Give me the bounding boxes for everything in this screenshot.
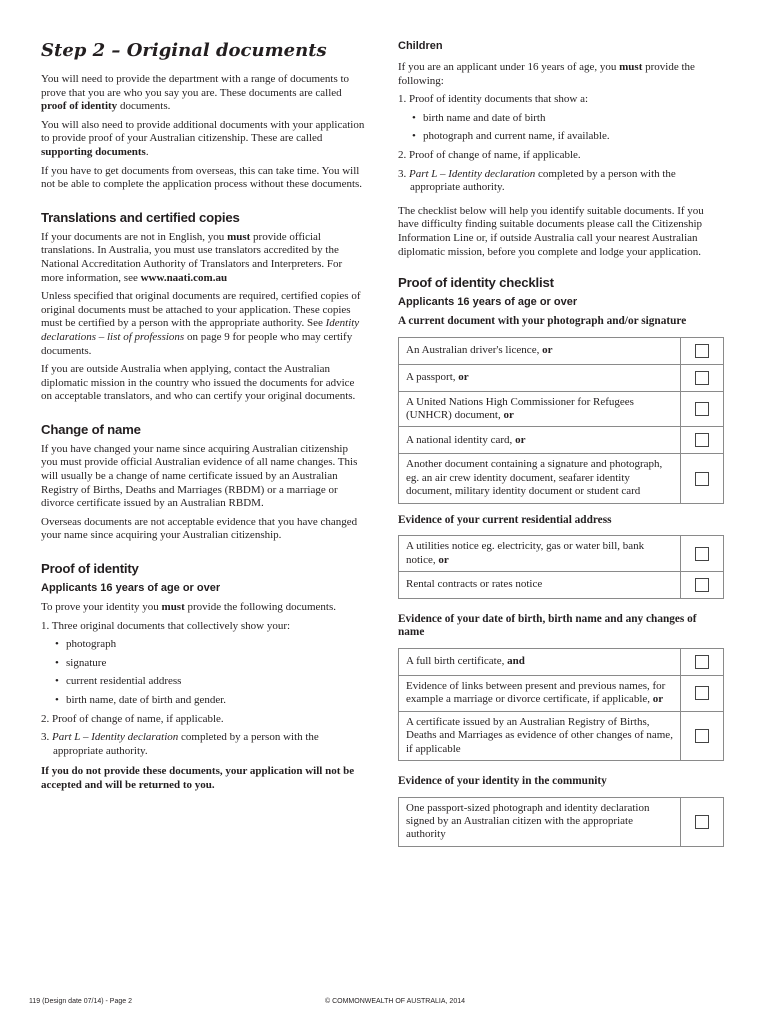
checkbox-unhcr[interactable] (695, 402, 709, 416)
checkbox-cell (681, 571, 724, 598)
checkbox-name-links[interactable] (695, 686, 709, 700)
table-row (399, 427, 724, 454)
intro-paragraph-2: You will also need to provide additional documents with your application to provide proof of your Australian citizenship. These are called supporting documents. (41, 118, 365, 158)
proof-subheading: Applicants 16 years of age or over (41, 582, 221, 595)
row-text: A United Nations High Commissioner for Refugees (UNHCR) document, or (399, 391, 681, 427)
checkbox-cell (681, 454, 724, 503)
checkbox-cell (681, 711, 724, 760)
proof-item-2: 2. Proof of change of name, if applicable. (41, 712, 224, 725)
checklist-table-community (398, 797, 724, 847)
row-text: One passport-sized photograph and identity declaration signed by an Australian citizen with the appropriate authority (399, 797, 681, 846)
table-row (399, 536, 724, 572)
checkbox-cell (681, 364, 724, 391)
proof-bullet-signature: • signature (41, 657, 366, 671)
row-text: Rental contracts or rates notice (399, 571, 681, 598)
step-heading (41, 40, 366, 61)
checkbox-national-id[interactable] (695, 433, 709, 447)
group-community-title: Evidence of your identity in the community (398, 775, 607, 787)
table-row (399, 391, 724, 427)
checkbox-rental-contract[interactable] (695, 578, 709, 592)
group-address-title: Evidence of your current residential address (398, 513, 612, 526)
group-birth-title: Evidence of your date of birth, birth name and any changes of name (398, 612, 697, 639)
intro-paragraph-3: If you have to get documents from overseas, this can take time. You will not be able to complete the application process without these documents. (41, 164, 363, 191)
children-item-1: 1. Proof of identity documents that show a: (398, 93, 589, 106)
footer-copyright: © COMMONWEALTH OF AUSTRALIA, 2014 (325, 998, 465, 1005)
checkbox-other-document[interactable] (695, 472, 709, 486)
table-row (399, 711, 724, 760)
children-item-3: 3. Part L – Identity declaration completed by a person with the appropriate authority. (398, 167, 676, 194)
table-row (399, 648, 724, 675)
proof-intro: To prove your identity you must provide the following documents. (41, 601, 336, 614)
step-number: Step 2 (41, 40, 106, 61)
proof-bullet-address: • current residential address (41, 675, 366, 689)
translations-heading: Translations and certified copies (41, 209, 240, 225)
row-text: A full birth certificate, and (399, 648, 681, 675)
right-column (398, 40, 724, 857)
checkbox-drivers-licence[interactable] (695, 344, 709, 358)
change-of-name-paragraph-1: If you have changed your name since acquiring Australian citizenship you must provide official Australian evidence of all name changes. This will usually be a change of name certificate issued by an Australian Registry of Births, Deaths and Marriages (RBDM) or a marriage or divorce certificate issued by an Australian RBDM. (41, 442, 358, 510)
change-of-name-paragraph-2: Overseas documents are not acceptable evidence that you have changed your name since acquiring your Australian citizenship. (41, 515, 358, 542)
row-text: An Australian driver's licence, or (399, 337, 681, 364)
children-item-2: 2. Proof of change of name, if applicable. (398, 148, 581, 161)
children-bullet-1: • birth name and date of birth (398, 112, 724, 126)
checkbox-birth-certificate[interactable] (695, 655, 709, 669)
checkbox-cell (681, 391, 724, 427)
proof-bullet-photograph: • photograph (41, 638, 366, 652)
checklist-table-photo-signature (398, 337, 724, 504)
children-heading: Children (398, 40, 443, 52)
checkbox-cell (681, 675, 724, 711)
children-intro: If you are an applicant under 16 years of age, you must provide the following: (398, 61, 695, 87)
checklist-table-address (398, 535, 724, 599)
table-row (399, 571, 724, 598)
intro-paragraph-1: You will need to provide the department with a range of documents to prove that you are who you say you are. These documents are called proof of identity documents. (41, 73, 350, 113)
checkbox-cell (681, 648, 724, 675)
checkbox-utilities-notice[interactable] (695, 547, 709, 561)
checkbox-rbdm-certificate[interactable] (695, 729, 709, 743)
proof-item-1: 1. Three original documents that collectively show your: (41, 619, 291, 632)
table-row (399, 675, 724, 711)
row-text: A certificate issued by an Australian Registry of Births, Deaths and Marriages as evidence of other changes of name, if applicable (399, 711, 681, 760)
checklist-heading: Proof of identity checklist (398, 275, 554, 291)
table-row (399, 454, 724, 503)
row-text: A passport, or (399, 364, 681, 391)
checkbox-cell (681, 797, 724, 846)
step-title: – Original documents (105, 40, 327, 61)
translations-paragraph-2: Unless specified that original documents are required, certified copies of original documents must be attached to your application. These copies must be certified by a person with the appropriate authority. See Identity declarations – list of professions on page 9 for people who may certify documents. (41, 290, 361, 357)
proof-of-identity-heading: Proof of identity (41, 561, 139, 577)
proof-warning: If you do not provide these documents, your application will not be accepted and will be returned to you. (41, 765, 355, 792)
checkbox-passport[interactable] (695, 371, 709, 385)
row-text: Another document containing a signature and photograph, eg. an air crew identity document, seafarer identity document, military identity document or student card (399, 454, 681, 503)
children-bullet-2: • photograph and current name, if available. (398, 130, 724, 144)
translations-paragraph-3: If you are outside Australia when applying, contact the Australian diplomatic mission in the country who issued the documents for advice on acceptable translators, and who can certify your original documents. (41, 363, 356, 403)
checklist-table-birth (398, 648, 724, 761)
translations-paragraph-1: If your documents are not in English, you must provide official translations. In Australia, you must use translators accredited by the National Accreditation Authority of Translators and Interpreters. For more information, see www.naati.com.au (41, 230, 343, 284)
checkbox-cell (681, 427, 724, 454)
checkbox-passport-photo-declaration[interactable] (695, 815, 709, 829)
checkbox-cell (681, 536, 724, 572)
checkbox-cell (681, 337, 724, 364)
group-photo-signature-title: A current document with your photograph and/or signature (398, 315, 687, 328)
row-text: Evidence of links between present and previous names, for example a marriage or divorce certificate, if applicable, or (399, 675, 681, 711)
checklist-subheading: Applicants 16 years of age or over (398, 296, 578, 309)
footer-page-info: 119 (Design date 07/14) - Page 2 (29, 998, 132, 1005)
proof-item-3: 3. Part L – Identity declaration completed by a person with the appropriate authority. (41, 731, 319, 757)
proof-bullet-birth: • birth name, date of birth and gender. (41, 694, 366, 708)
table-row (399, 364, 724, 391)
row-text: A utilities notice eg. electricity, gas or water bill, bank notice, or (399, 536, 681, 572)
left-column (41, 40, 366, 792)
change-of-name-heading: Change of name (41, 421, 141, 437)
table-row (399, 797, 724, 846)
naati-link[interactable]: www.naati.com.au (140, 271, 228, 284)
checklist-intro: The checklist below will help you identify suitable documents. If you have difficulty finding suitable documents please call the Citizenship Information Line or, if outside Australia call your nearest Australian diplomatic mission, before you complete and lodge your application. (398, 204, 704, 258)
row-text: A national identity card, or (399, 427, 681, 454)
table-row (399, 337, 724, 364)
